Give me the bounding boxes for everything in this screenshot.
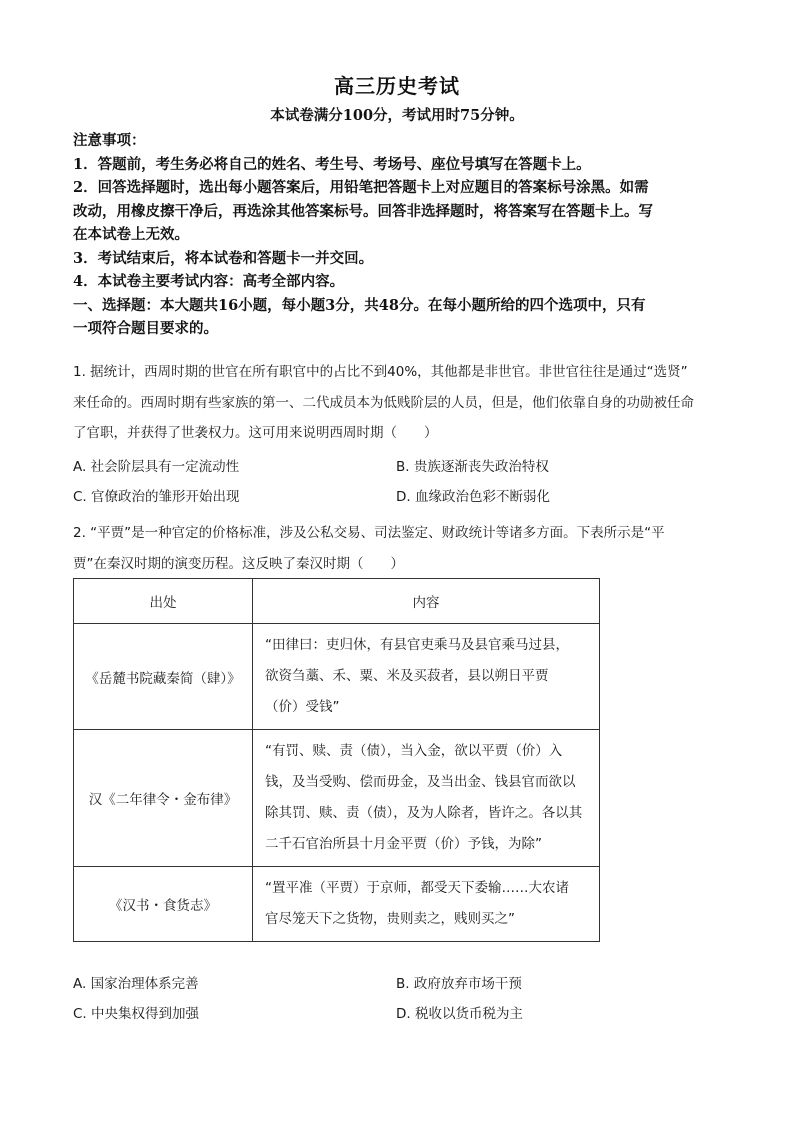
- content-line: 官尽笼天下之货物，贵则卖之，贱则买之”: [265, 911, 515, 927]
- option-c[interactable]: C. 中央集权得到加强: [73, 1006, 200, 1022]
- instruction-line: 改动，用橡皮擦干净后，再选涂其他答案标号。回答非选择题时，将答案写在答题卡上。写: [73, 202, 653, 220]
- option-b[interactable]: B. 政府放弃市场干预: [396, 976, 522, 992]
- question-1-stem: 来任命的。西周时期有些家族的第一、二代成员本为低贱阶层的人员，但是，他们依靠自身的功勋被任命: [73, 394, 694, 411]
- table-header-source: 出处: [74, 579, 253, 624]
- content-line: 欲资刍藁、禾、粟、米及买菽者，县以朔日平贾: [265, 668, 549, 684]
- option-d[interactable]: D. 税收以货币税为主: [396, 1006, 523, 1022]
- question-2: [73, 518, 723, 579]
- instruction-line: 3．考试结束后，将本试卷和答题卡一并交回。: [73, 249, 374, 267]
- table-cell-source: 《岳麓书院藏秦简（肆）》: [74, 624, 253, 730]
- content-line: “有罚、赎、责（债），当入金，欲以平贾（价）入: [265, 743, 563, 759]
- question-1-options-row: [73, 449, 723, 479]
- content-line: （价）受钱”: [265, 699, 340, 715]
- table-cell-source: 《汉书・食货志》: [74, 867, 253, 942]
- table-row: [74, 624, 600, 730]
- question-2-stem: 贾”在秦汉时期的演变历程。这反映了秦汉时期（ ）: [73, 555, 404, 572]
- option-a[interactable]: A. 社会阶层具有一定流动性: [73, 458, 240, 475]
- table-cell-content: [253, 730, 600, 867]
- question-2-options: [73, 966, 723, 1026]
- section-heading: 一项符合题目要求的。: [73, 320, 218, 337]
- content-line: 钱，及当受购、偿而毋金，及当出金、钱县官而欲以: [265, 774, 576, 790]
- question-1-stem: 了官职，并获得了世袭权力。这可用来说明西周时期（ ）: [73, 425, 438, 441]
- table-cell-content: [253, 867, 600, 942]
- instruction-line: 在本试卷上无效。: [73, 226, 189, 243]
- instruction-line: 4．本试卷主要考试内容：高考全部内容。: [73, 273, 345, 290]
- question-2-stem: 2. “平贾”是一种官定的价格标准，涉及公私交易、司法鉴定、财政统计等诸多方面。下表所示是“平: [73, 525, 665, 541]
- instructions: [73, 129, 723, 341]
- table-header-content: 内容: [253, 579, 600, 624]
- question-2-options-row: [73, 996, 723, 1026]
- question-1: [73, 357, 723, 509]
- table-row: [74, 867, 600, 942]
- option-d[interactable]: D. 血缘政治色彩不断弱化: [396, 488, 550, 505]
- question-1-stem: 1. 据统计，西周时期的世官在所有职官中的占比不到40%，其他都是非世官。非世官往往是通过“选贤”: [73, 364, 688, 380]
- option-b[interactable]: B. 贵族逐渐丧失政治特权: [396, 458, 549, 475]
- source-table: [73, 578, 600, 942]
- exam-title: 高三历史考试: [334, 74, 460, 98]
- exam-subtitle: 本试卷满分100分，考试用时75分钟。: [270, 107, 524, 124]
- question-1-options-row: [73, 479, 723, 509]
- content-line: “置平准（平贾）于京师，都受天下委输……大农诸: [265, 880, 569, 896]
- instructions-heading: 注意事项：: [73, 132, 146, 149]
- instruction-line: 2．回答选择题时，选出每小题答案后，用铅笔把答题卡上对应题目的答案标号涂黑。如需: [73, 179, 649, 196]
- section-heading: 一、选择题：本大题共16小题，每小题3分，共48分。在每小题所给的四个选项中，只有: [73, 296, 646, 314]
- content-line: 除其罚、赎、责（债），及为人除者，皆许之。各以其: [265, 805, 583, 821]
- content-line: 二千石官治所县十月金平贾（价）予钱，为除”: [265, 836, 542, 852]
- table-row: [74, 730, 600, 867]
- option-a[interactable]: A. 国家治理体系完善: [73, 976, 199, 992]
- content-line: “田律曰：吏归休，有县官吏乘马及县官乘马过县，: [265, 637, 569, 653]
- table-cell-source: 汉《二年律令・金布律》: [74, 730, 253, 867]
- table-header-row: [74, 579, 600, 624]
- option-c[interactable]: C. 官僚政治的雏形开始出现: [73, 488, 240, 505]
- table-cell-content: [253, 624, 600, 730]
- question-2-options-row: [73, 966, 723, 996]
- instruction-line: 1．答题前，考生务必将自己的姓名、考生号、考场号、座位号填写在答题卡上。: [73, 155, 591, 173]
